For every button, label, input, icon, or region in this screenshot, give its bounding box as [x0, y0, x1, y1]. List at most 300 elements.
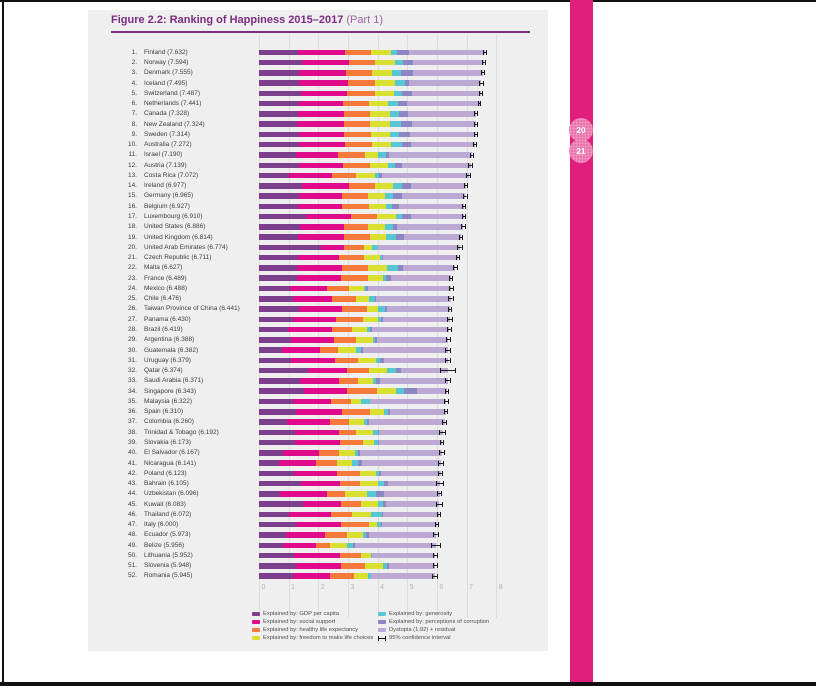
bar-segment-dystopia	[377, 337, 449, 343]
bar-segment-gdp	[259, 440, 295, 446]
table-row-bar	[259, 368, 448, 374]
bar-segment-social	[299, 101, 343, 107]
legend-swatch-health	[252, 628, 260, 632]
bar-segment-generosity	[387, 265, 398, 271]
bar-segment-social	[283, 543, 316, 549]
bar-segment-social	[298, 50, 345, 56]
bar-segment-social	[280, 491, 327, 497]
confidence-interval-whisker	[440, 440, 445, 445]
bar-segment-social	[293, 317, 336, 323]
bar-segment-freedom	[370, 409, 383, 415]
table-row-bar	[259, 132, 476, 138]
bar-segment-dystopia	[368, 286, 451, 292]
legend-item	[252, 619, 335, 625]
table-row-bar	[259, 440, 442, 446]
bar-segment-gdp	[259, 70, 299, 76]
confidence-interval-whisker	[438, 461, 444, 466]
legend-label: Explained by: perceptions of corruption	[389, 619, 490, 625]
bar-segment-dystopia	[412, 121, 476, 127]
bar-segment-freedom	[364, 245, 372, 251]
bar-segment-social	[299, 142, 346, 148]
confidence-interval-whisker	[433, 553, 438, 558]
bar-segment-social	[300, 378, 339, 384]
row-label: Nicaragua (6.141)	[144, 459, 197, 467]
table-row-bar	[259, 286, 451, 292]
confidence-interval-whisker	[445, 389, 449, 394]
table-row-bar	[259, 173, 469, 179]
bar-segment-health	[344, 234, 370, 240]
bar-segment-freedom	[375, 91, 395, 97]
bar-segment-health	[339, 378, 358, 384]
row-label: Costa Rica (7.072)	[144, 171, 199, 179]
bar-segment-health	[320, 347, 338, 353]
bar-segment-gdp	[259, 50, 298, 56]
table-row-bar	[259, 163, 471, 169]
bar-segment-generosity	[392, 70, 400, 76]
bar-segment-social	[296, 522, 341, 528]
row-label: Switzerland (7.487)	[144, 89, 200, 97]
bar-segment-freedom	[352, 512, 371, 518]
confidence-interval-whisker	[459, 235, 464, 240]
table-row-bar	[259, 327, 449, 333]
bar-segment-dystopia	[383, 255, 458, 261]
row-rank: 45.	[127, 500, 137, 508]
table-row-bar	[259, 317, 450, 323]
bar-segment-gdp	[259, 399, 293, 405]
bar-segment-generosity	[385, 224, 394, 230]
legend-item	[378, 627, 455, 633]
bar-segment-health	[343, 163, 369, 169]
row-label: Uzbekistan (6.096)	[144, 490, 199, 498]
table-row-bar	[259, 481, 440, 487]
row-rank: 35.	[127, 397, 137, 405]
bar-segment-social	[295, 440, 341, 446]
bar-segment-dystopia	[379, 430, 443, 436]
confidence-interval-whisker	[444, 399, 449, 404]
bar-segment-health	[341, 501, 361, 507]
bar-segment-gdp	[259, 573, 293, 579]
bar-segment-health	[344, 245, 364, 251]
row-rank: 1.	[131, 48, 137, 56]
bar-segment-dystopia	[410, 132, 476, 138]
table-row-bar	[259, 204, 464, 210]
bar-segment-generosity	[367, 491, 377, 497]
row-rank: 7.	[131, 110, 137, 118]
confidence-interval-whisker	[437, 512, 442, 517]
page-number-tab-21[interactable]	[569, 139, 593, 163]
bar-segment-generosity	[378, 152, 386, 158]
bar-segment-health	[345, 142, 372, 148]
table-row-bar	[259, 491, 440, 497]
bar-segment-gdp	[259, 512, 289, 518]
bar-segment-freedom	[360, 481, 378, 487]
legend-item	[252, 627, 358, 633]
bar-segment-health	[332, 296, 356, 302]
legend-label: Dystopia (1.92) + residual	[389, 627, 456, 633]
bar-segment-corruption	[399, 132, 410, 138]
bar-segment-gdp	[259, 60, 302, 66]
bar-segment-gdp	[259, 296, 293, 302]
bar-segment-health	[338, 152, 364, 158]
bar-segment-social	[291, 358, 334, 364]
row-rank: 48.	[127, 531, 137, 539]
row-label: Australia (7.272)	[144, 141, 192, 149]
bar-segment-dystopia	[411, 183, 466, 189]
table-row-bar	[259, 563, 435, 569]
page-border-bottom	[0, 682, 816, 686]
page-number-label: 20	[576, 125, 586, 135]
bar-segment-corruption	[402, 183, 411, 189]
confidence-interval-whisker	[463, 194, 467, 199]
bar-segment-dystopia	[362, 460, 441, 466]
bar-segment-health	[343, 101, 369, 107]
row-rank: 13.	[127, 171, 137, 179]
figure-title-part: (Part 1)	[346, 14, 384, 26]
bar-segment-freedom	[375, 183, 393, 189]
bar-segment-freedom	[368, 275, 383, 281]
bar-segment-generosity	[395, 80, 405, 86]
table-row-bar	[259, 460, 441, 466]
bar-segment-freedom	[347, 532, 363, 538]
table-row-bar	[259, 101, 480, 107]
row-rank: 11.	[128, 151, 137, 159]
row-rank: 14.	[127, 182, 137, 190]
bar-segment-freedom	[351, 399, 362, 405]
bar-segment-health	[344, 132, 371, 138]
row-rank: 42.	[127, 469, 137, 477]
confidence-interval-whisker	[447, 327, 452, 332]
confidence-interval-whisker	[445, 348, 451, 353]
bar-segment-generosity	[393, 183, 402, 189]
table-row-bar	[259, 337, 448, 343]
bar-segment-corruption	[402, 214, 412, 220]
confidence-interval-whisker	[479, 81, 484, 86]
bar-segment-social	[296, 563, 341, 569]
page-edge-strip	[570, 0, 593, 682]
bar-segment-health	[339, 430, 356, 436]
bar-segment-social	[299, 132, 344, 138]
bar-segment-dystopia	[409, 80, 481, 86]
confidence-interval-whisker	[447, 317, 453, 322]
row-label: Argentina (6.388)	[144, 336, 195, 344]
bar-segment-freedom	[361, 501, 377, 507]
bar-segment-gdp	[259, 337, 291, 343]
confidence-interval-whisker	[449, 286, 454, 291]
bar-segment-freedom	[358, 378, 373, 384]
bar-segment-dystopia	[402, 163, 471, 169]
table-row-bar	[259, 512, 439, 518]
table-row-bar	[259, 152, 472, 158]
table-row-bar	[259, 501, 439, 507]
bar-segment-gdp	[259, 306, 299, 312]
bar-segment-gdp	[259, 327, 288, 333]
bar-segment-health	[347, 368, 369, 374]
bar-segment-generosity	[388, 101, 398, 107]
bar-segment-gdp	[259, 173, 289, 179]
bar-segment-health	[344, 111, 371, 117]
bar-segment-dystopia	[404, 234, 461, 240]
bar-segment-freedom	[356, 337, 373, 343]
bar-segment-freedom	[369, 522, 377, 528]
legend-label: Explained by: generosity	[389, 611, 453, 617]
row-label: United States (6.886)	[144, 223, 206, 231]
bar-segment-dystopia	[369, 532, 436, 538]
confidence-interval-whisker	[433, 532, 438, 537]
row-rank: 30.	[127, 346, 137, 354]
row-rank: 4.	[131, 79, 137, 87]
row-rank: 17.	[127, 213, 137, 221]
bar-segment-generosity	[361, 399, 370, 405]
bar-segment-dystopia	[402, 193, 466, 199]
row-label: Chile (6.476)	[144, 295, 182, 303]
table-row-bar	[259, 430, 443, 436]
row-label: Denmark (7.555)	[144, 69, 193, 77]
table-row-bar	[259, 532, 436, 538]
bar-segment-dystopia	[382, 173, 468, 179]
bar-segment-health	[332, 173, 356, 179]
bar-segment-gdp	[259, 532, 286, 538]
bar-segment-corruption	[404, 388, 418, 394]
bar-segment-health	[342, 306, 367, 312]
bar-segment-dystopia	[372, 327, 449, 333]
bar-segment-health	[351, 214, 378, 220]
row-label: Guatemala (6.382)	[144, 346, 199, 354]
bar-segment-dystopia	[383, 317, 450, 323]
row-label: Qatar (6.374)	[144, 367, 183, 375]
bar-segment-social	[296, 152, 338, 158]
bar-segment-health	[342, 409, 371, 415]
x-axis-tick-label: 7	[469, 584, 473, 591]
confidence-interval-icon	[378, 636, 386, 641]
confidence-interval-whisker	[482, 60, 486, 65]
bar-segment-dystopia	[369, 419, 444, 425]
bar-segment-dystopia	[417, 388, 447, 394]
bar-segment-dystopia	[399, 204, 465, 210]
bar-segment-gdp	[259, 214, 306, 220]
bar-segment-generosity	[390, 121, 401, 127]
table-row-bar	[259, 347, 448, 353]
legend-label: Explained by: freedom to make life choices	[263, 635, 374, 641]
bar-segment-social	[293, 399, 330, 405]
confidence-interval-whisker	[437, 491, 442, 496]
bar-segment-freedom	[370, 111, 389, 117]
row-label: Thailand (6.072)	[144, 510, 192, 518]
row-rank: 25.	[127, 295, 137, 303]
row-label: Finland (7.632)	[144, 48, 188, 56]
bar-segment-freedom	[363, 317, 378, 323]
bar-segment-gdp	[259, 265, 297, 271]
bar-segment-dystopia	[355, 543, 435, 549]
bar-segment-gdp	[259, 255, 298, 261]
confidence-interval-whisker	[474, 111, 478, 116]
bar-segment-generosity	[386, 234, 397, 240]
bar-segment-gdp	[259, 388, 304, 394]
bar-segment-social	[298, 204, 342, 210]
bar-segment-social	[300, 224, 344, 230]
confidence-interval-whisker	[456, 255, 461, 260]
bar-segment-dystopia	[371, 573, 436, 579]
bar-segment-generosity	[385, 193, 393, 199]
bar-segment-gdp	[259, 234, 298, 240]
bar-segment-health	[339, 255, 363, 261]
bar-segment-social	[306, 214, 351, 220]
table-row-bar	[259, 573, 435, 579]
bar-segment-health	[332, 327, 352, 333]
bar-segment-freedom	[377, 388, 396, 394]
row-label: Belgium (6.927)	[144, 202, 190, 210]
row-label: Sweden (7.314)	[144, 130, 190, 138]
table-row-bar	[259, 50, 485, 56]
bar-segment-freedom	[364, 255, 380, 261]
row-rank: 26.	[127, 305, 137, 313]
row-label: United Kingdom (6.814)	[144, 233, 213, 241]
row-label: Austria (7.139)	[144, 161, 187, 169]
bar-segment-social	[282, 347, 320, 353]
bar-segment-corruption	[398, 101, 407, 107]
confidence-interval-whisker	[468, 163, 473, 168]
bar-segment-dystopia	[372, 553, 435, 559]
confidence-interval-whisker	[432, 574, 438, 579]
bar-segment-freedom	[358, 358, 377, 364]
table-row-bar	[259, 193, 465, 199]
legend-swatch-generosity	[378, 612, 386, 616]
row-rank: 33.	[127, 377, 137, 385]
bar-segment-social	[289, 512, 331, 518]
bar-segment-dystopia	[407, 101, 480, 107]
legend-item	[252, 635, 373, 641]
bar-segment-freedom	[339, 450, 355, 456]
bar-segment-generosity	[388, 163, 395, 169]
table-row-bar	[259, 224, 463, 230]
bar-segment-social	[302, 60, 349, 66]
bar-segment-social	[302, 183, 349, 189]
bar-segment-health	[316, 543, 330, 549]
bar-segment-freedom	[360, 471, 376, 477]
row-label: France (6.489)	[144, 274, 187, 282]
bar-segment-freedom	[368, 265, 387, 271]
bar-segment-corruption	[403, 60, 413, 66]
bar-segment-social	[295, 430, 339, 436]
confidence-interval-whisker	[470, 153, 474, 158]
bar-segment-freedom	[337, 460, 353, 466]
row-rank: 2.	[131, 58, 137, 66]
bar-segment-freedom	[356, 173, 375, 179]
bar-segment-corruption	[399, 111, 408, 117]
bar-segment-social	[294, 471, 337, 477]
bar-segment-dystopia	[378, 245, 460, 251]
bar-segment-gdp	[259, 101, 299, 107]
row-label: Saudi Arabia (6.371)	[144, 377, 204, 385]
row-label: Romania (5.945)	[144, 572, 193, 580]
row-label: Malta (6.627)	[144, 264, 183, 272]
table-row-bar	[259, 142, 475, 148]
bar-segment-freedom	[369, 368, 387, 374]
confidence-interval-whisker	[446, 337, 451, 342]
bar-segment-gdp	[259, 543, 283, 549]
bar-segment-freedom	[371, 50, 391, 56]
bar-segment-health	[325, 532, 347, 538]
bar-segment-gdp	[259, 275, 297, 281]
row-rank: 37.	[127, 418, 137, 426]
bar-segment-dystopia	[408, 111, 476, 117]
bar-segment-gdp	[259, 409, 296, 415]
bar-segment-health	[336, 317, 363, 323]
bar-segment-social	[288, 327, 332, 333]
bar-segment-dystopia	[376, 296, 451, 302]
bar-segment-dystopia	[403, 265, 456, 271]
confidence-interval-whisker	[431, 543, 441, 548]
bar-segment-social	[299, 70, 346, 76]
table-row-bar	[259, 450, 442, 456]
x-axis-tick-label: 1	[291, 584, 296, 591]
table-row-bar	[259, 399, 446, 405]
row-rank: 47.	[127, 521, 137, 529]
figure-title-text: Figure 2.2: Ranking of Happiness 2015–2017	[111, 14, 344, 26]
row-label: Malaysia (6.322)	[144, 397, 193, 405]
bar-segment-gdp	[259, 368, 308, 374]
row-label: Taiwan Province of China (6.441)	[144, 305, 240, 313]
bar-segment-gdp	[259, 183, 302, 189]
row-label: Germany (6.965)	[144, 192, 194, 200]
row-rank: 23.	[127, 274, 137, 282]
x-axis-tick-label: 4	[380, 584, 384, 591]
row-label: Poland (6.123)	[144, 469, 187, 477]
bar-segment-dystopia	[413, 60, 484, 66]
row-rank: 52.	[127, 572, 137, 580]
table-row-bar	[259, 255, 458, 261]
row-label: Ireland (6.977)	[144, 182, 187, 190]
bar-segment-generosity	[395, 60, 403, 66]
bar-segment-health	[341, 563, 364, 569]
confidence-interval-whisker	[448, 307, 452, 312]
confidence-interval-whisker	[453, 265, 459, 270]
legend-label: 95% confidence interval	[389, 635, 451, 641]
bar-segment-dystopia	[413, 70, 483, 76]
bar-segment-dystopia	[387, 306, 450, 312]
row-label: Iceland (7.495)	[144, 79, 188, 87]
bar-segment-generosity	[378, 481, 385, 487]
bar-segment-health	[327, 286, 350, 292]
confidence-interval-whisker	[439, 450, 445, 455]
bar-segment-gdp	[259, 419, 287, 425]
bar-segment-health	[349, 60, 375, 66]
table-row-bar	[259, 543, 436, 549]
table-row-bar	[259, 409, 446, 415]
bar-segment-generosity	[390, 111, 400, 117]
bar-segment-gdp	[259, 152, 296, 158]
table-row-bar	[259, 234, 461, 240]
table-row-bar	[259, 121, 476, 127]
confidence-interval-whisker	[466, 173, 471, 178]
bar-segment-health	[349, 183, 375, 189]
bar-segment-corruption	[393, 193, 401, 199]
row-label: Colombia (6.260)	[144, 418, 194, 426]
row-label: Czech Republic (6.711)	[144, 254, 212, 262]
gridline	[496, 35, 497, 618]
bar-segment-social	[283, 450, 320, 456]
table-row-bar	[259, 358, 448, 364]
bar-segment-gdp	[259, 522, 296, 528]
confidence-interval-whisker	[478, 101, 481, 106]
bar-segment-health	[340, 553, 361, 559]
x-axis-tick-label: 2	[320, 584, 325, 591]
bar-segment-social	[299, 193, 343, 199]
legend-label: Explained by: social support	[263, 619, 336, 625]
bar-segment-freedom	[363, 440, 374, 446]
bar-segment-health	[327, 491, 345, 497]
bar-segment-gdp	[259, 163, 299, 169]
confidence-interval-whisker	[433, 563, 438, 568]
